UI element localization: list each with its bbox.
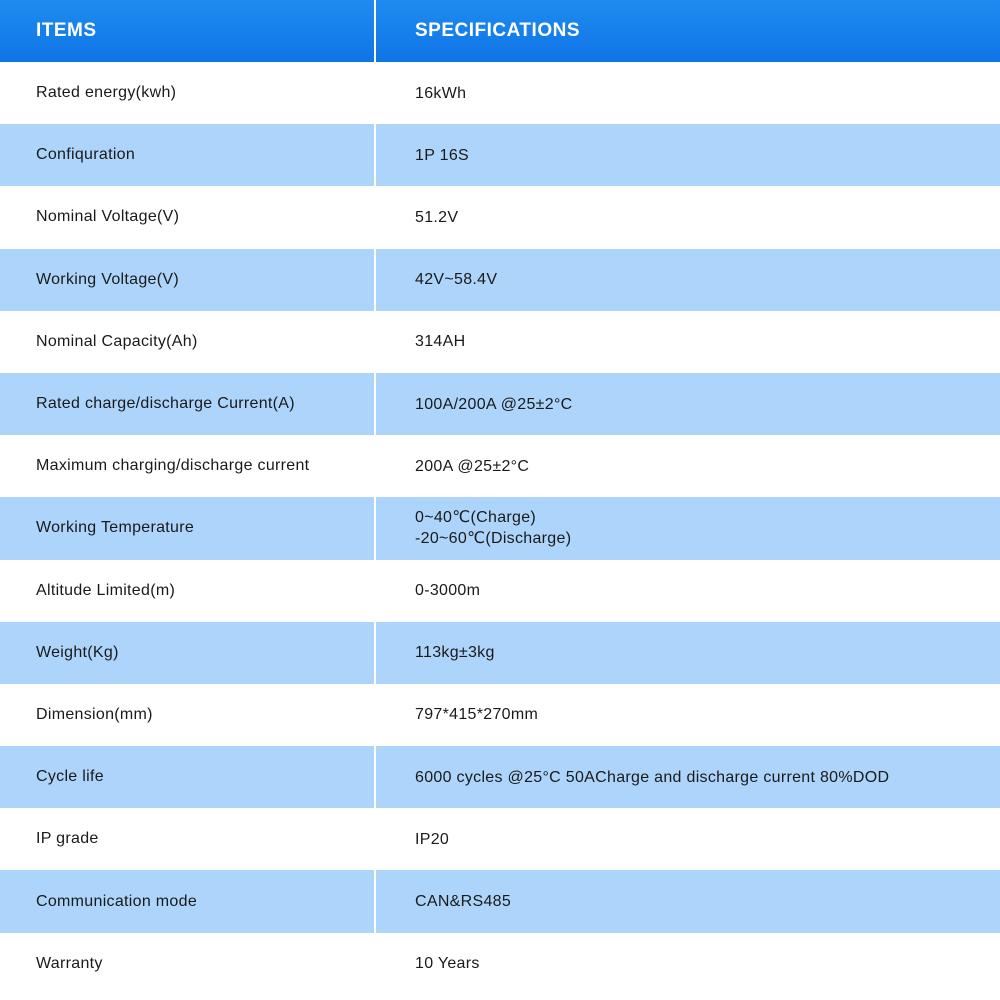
table-row (0, 124, 1000, 186)
table-row (0, 560, 1000, 622)
item-cell: Nominal Voltage(V) (0, 186, 376, 248)
spec-line: 6000 cycles @25°C 50ACharge and discharge current 80%DOD (415, 768, 890, 786)
item-cell: Altitude Limited(m) (0, 560, 376, 622)
table-row (0, 186, 1000, 248)
spec-cell (376, 560, 1000, 622)
table-row (0, 435, 1000, 497)
item-cell: Maximum charging/discharge current (0, 435, 376, 497)
item-cell: Rated energy(kwh) (0, 62, 376, 124)
spec-line: -20~60℃(Discharge) (415, 530, 572, 548)
spec-line: 42V~58.4V (415, 271, 498, 289)
table-row (0, 311, 1000, 373)
spec-line: CAN&RS485 (415, 893, 512, 911)
spec-cell (376, 186, 1000, 248)
table-row (0, 622, 1000, 684)
item-cell: Dimension(mm) (0, 684, 376, 746)
spec-line: 200A @25±2°C (415, 457, 530, 475)
spec-cell (376, 808, 1000, 870)
item-cell: Warranty (0, 933, 376, 995)
item-cell: Communication mode (0, 870, 376, 932)
spec-cell (376, 497, 1000, 559)
table-row (0, 62, 1000, 124)
spec-cell (376, 373, 1000, 435)
spec-line: 797*415*270mm (415, 706, 539, 724)
item-cell: Confiquration (0, 124, 376, 186)
item-cell: Working Temperature (0, 497, 376, 559)
table-row (0, 746, 1000, 808)
spec-cell (376, 435, 1000, 497)
spec-line: 1P 16S (415, 146, 469, 164)
table-body (0, 62, 1000, 995)
spec-line: 10 Years (415, 955, 480, 973)
spec-cell (376, 124, 1000, 186)
spec-line: 0~40℃(Charge) (415, 509, 537, 527)
table-row (0, 684, 1000, 746)
spec-cell (376, 311, 1000, 373)
spec-line: 16kWh (415, 84, 467, 102)
item-cell: Working Voltage(V) (0, 249, 376, 311)
table-row (0, 870, 1000, 932)
spec-cell (376, 746, 1000, 808)
spec-cell (376, 622, 1000, 684)
spec-cell (376, 62, 1000, 124)
table-row (0, 808, 1000, 870)
spec-cell (376, 684, 1000, 746)
table-row (0, 373, 1000, 435)
item-cell: IP grade (0, 808, 376, 870)
item-cell: Cycle life (0, 746, 376, 808)
table-row (0, 933, 1000, 995)
item-cell: Rated charge/discharge Current(A) (0, 373, 376, 435)
spec-line: 0-3000m (415, 582, 481, 600)
spec-cell (376, 249, 1000, 311)
spec-cell (376, 933, 1000, 995)
spec-line: IP20 (415, 830, 450, 848)
table-row (0, 249, 1000, 311)
table-row (0, 497, 1000, 559)
specifications-column-header: SPECIFICATIONS (415, 20, 580, 41)
table-header (0, 0, 1000, 62)
spec-line: 51.2V (415, 208, 459, 226)
spec-cell (376, 870, 1000, 932)
item-cell: Nominal Capacity(Ah) (0, 311, 376, 373)
spec-line: 314AH (415, 333, 466, 351)
spec-line: 113kg±3kg (415, 644, 495, 662)
items-column-header: ITEMS (0, 0, 376, 62)
item-cell: Weight(Kg) (0, 622, 376, 684)
spec-line: 100A/200A @25±2°C (415, 395, 573, 413)
